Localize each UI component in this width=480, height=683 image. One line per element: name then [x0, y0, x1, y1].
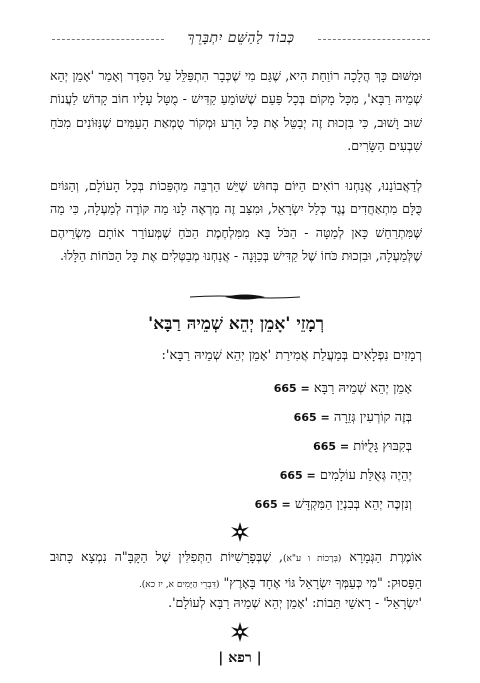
header-title: כְּבוֹד לַהַשֵּׁם יִתְבָּרֵךְ — [187, 30, 295, 46]
running-header — [52, 30, 430, 50]
gematria-value: = 665 — [313, 440, 350, 453]
gematria-value: = 665 — [293, 411, 330, 424]
p3-reference-1: (בְּרָכוֹת ו ע"א) — [283, 554, 342, 564]
gematria-line — [280, 466, 412, 486]
gematria-text: בְּזֶה קוֹרְעִין גְּזֵרָה — [333, 410, 412, 425]
gematria-text: בְּקִבּוּץ גָּלֻיּוֹת — [353, 439, 412, 454]
gematria-value: = 665 — [254, 498, 291, 511]
gematria-line — [255, 495, 412, 515]
p3-text-b: , שֶׁבְּפָרָשִׁיּוֹת הַתְּפִלִּין שֶׁל הַקָּבָּ"ה נִמְצָא כָּתוּב הַפָּסוּק: "מִי כְּעַמְּךָ יִשְׂרָאֵל גּוֹי אֶחָד בָּאָרֶץ" — [50, 549, 422, 590]
gematria-value: = 665 — [273, 382, 310, 395]
p3-reference-2: (דִּבְרֵי הַיָּמִים א, יז כא). — [138, 580, 220, 590]
gematria-value: = 665 — [279, 469, 316, 482]
gematria-text: וְנִזְכֶּה יְהֵא בְּבִנְיַן הַמִּקְדָּשׁ — [294, 497, 412, 512]
gematria-text: אָמֵן יְהֵא שְׁמֵיהּ רַבָּא — [313, 381, 412, 396]
flower-ornament-icon — [228, 520, 252, 544]
gematria-text: יְהֵיֶה גְּאֻלַּת עוֹלָמִים — [319, 468, 412, 483]
section-intro: רְמָזִים נִפְלָאִים בְּמַעֲלַת אֲמִירַת 'אָמֵן יְהֵא שְׁמֵיהּ רַבָּא': — [161, 348, 422, 363]
paragraph-4: 'יִשְׂרָאֵל' - רָאשֵׁי תֵּבוֹת: 'אָמֵן יְהֵא שְׁמֵיהּ רַבָּא לְעוֹלָם'. — [168, 595, 422, 610]
flower-ornament-icon — [228, 620, 252, 644]
section-heading: רְמָזֵי 'אָמֵן יְהֵא שְׁמֵיהּ רַבָּא' — [148, 314, 324, 334]
gematria-line — [313, 437, 412, 457]
gematria-line — [274, 379, 412, 399]
paragraph-3 — [50, 545, 422, 597]
paragraph-2: לְדַאֲבוֹנֵנוּ, אֲנַחְנוּ רוֹאִים הַיּוֹם בְּחוּשׁ שֶׁיֵּשׁ הַרְבֵּה מַהְפֵּכוֹת בְּכָל הָעוֹלָם, וְהַגּוֹיִם כֻּלָּם מִתְאַחֲדִים נֶגֶד כְּלַל יִשְׂרָאֵל, וּמִצַּב זֶה מַרְאֶה לָנוּ מַה קּוֹרֶה לְמַעְלָה, כִּי מַה שֶּׁמִּתְרַחֵשׁ כָּאן לְמַטָּה - הַכֹּל בָּא מִמִּלְחֶמֶת הַכֹּחַ שֶׁמְּעוֹרֵר אוֹתָם מַשְׂרֵיהֶם שֶׁלְּמַעְלָה, וּבִזְכוּת כֹּחוֹ שֶׁל קַדִּישׁ בְּכַוָּנָה - אֲנַחְנוּ מְבַטְּלִים אֶת כָּל הַכֹּחוֹת הַלָּלוּ. — [50, 178, 422, 264]
header-rule-left — [52, 39, 164, 40]
page-number: | רפא | — [218, 650, 262, 666]
paragraph-1: וּמִשּׁוּם כָּךְ הֲלָכָה רוֹוַחַת הִיא, שֶׁגַּם מִי שֶׁכְּבָר הִתְפַּלֵּל עַל הַסֵּדֶר וְאָמַר 'אָמֵן יְהֵא שְׁמֵיהּ רַבָּא', מִכָּל מָקוֹם בְּכָל פַּעַם שֶׁשּׁוֹמֵעַ קַדִּישׁ - מֻטָּל עָלָיו חוֹב קָדוֹשׁ לַעֲנוֹת שׁוּב וָשׁוּב, כִּי בִּזְכוּת זֶה יְבַטֵּל אֶת כָּל הָרַע וּמְקוֹר טֻמְאַת הָעַמִּים שֶׁנִּזּוֹנִים מִכֹּחַ שִׁבְעִים הַשָּׂרִים. — [50, 68, 422, 154]
p3-text-a: אוֹמֶרֶת הַגְּמָרָא — [341, 549, 422, 564]
ornamental-divider — [190, 292, 300, 302]
gematria-line — [294, 408, 412, 428]
